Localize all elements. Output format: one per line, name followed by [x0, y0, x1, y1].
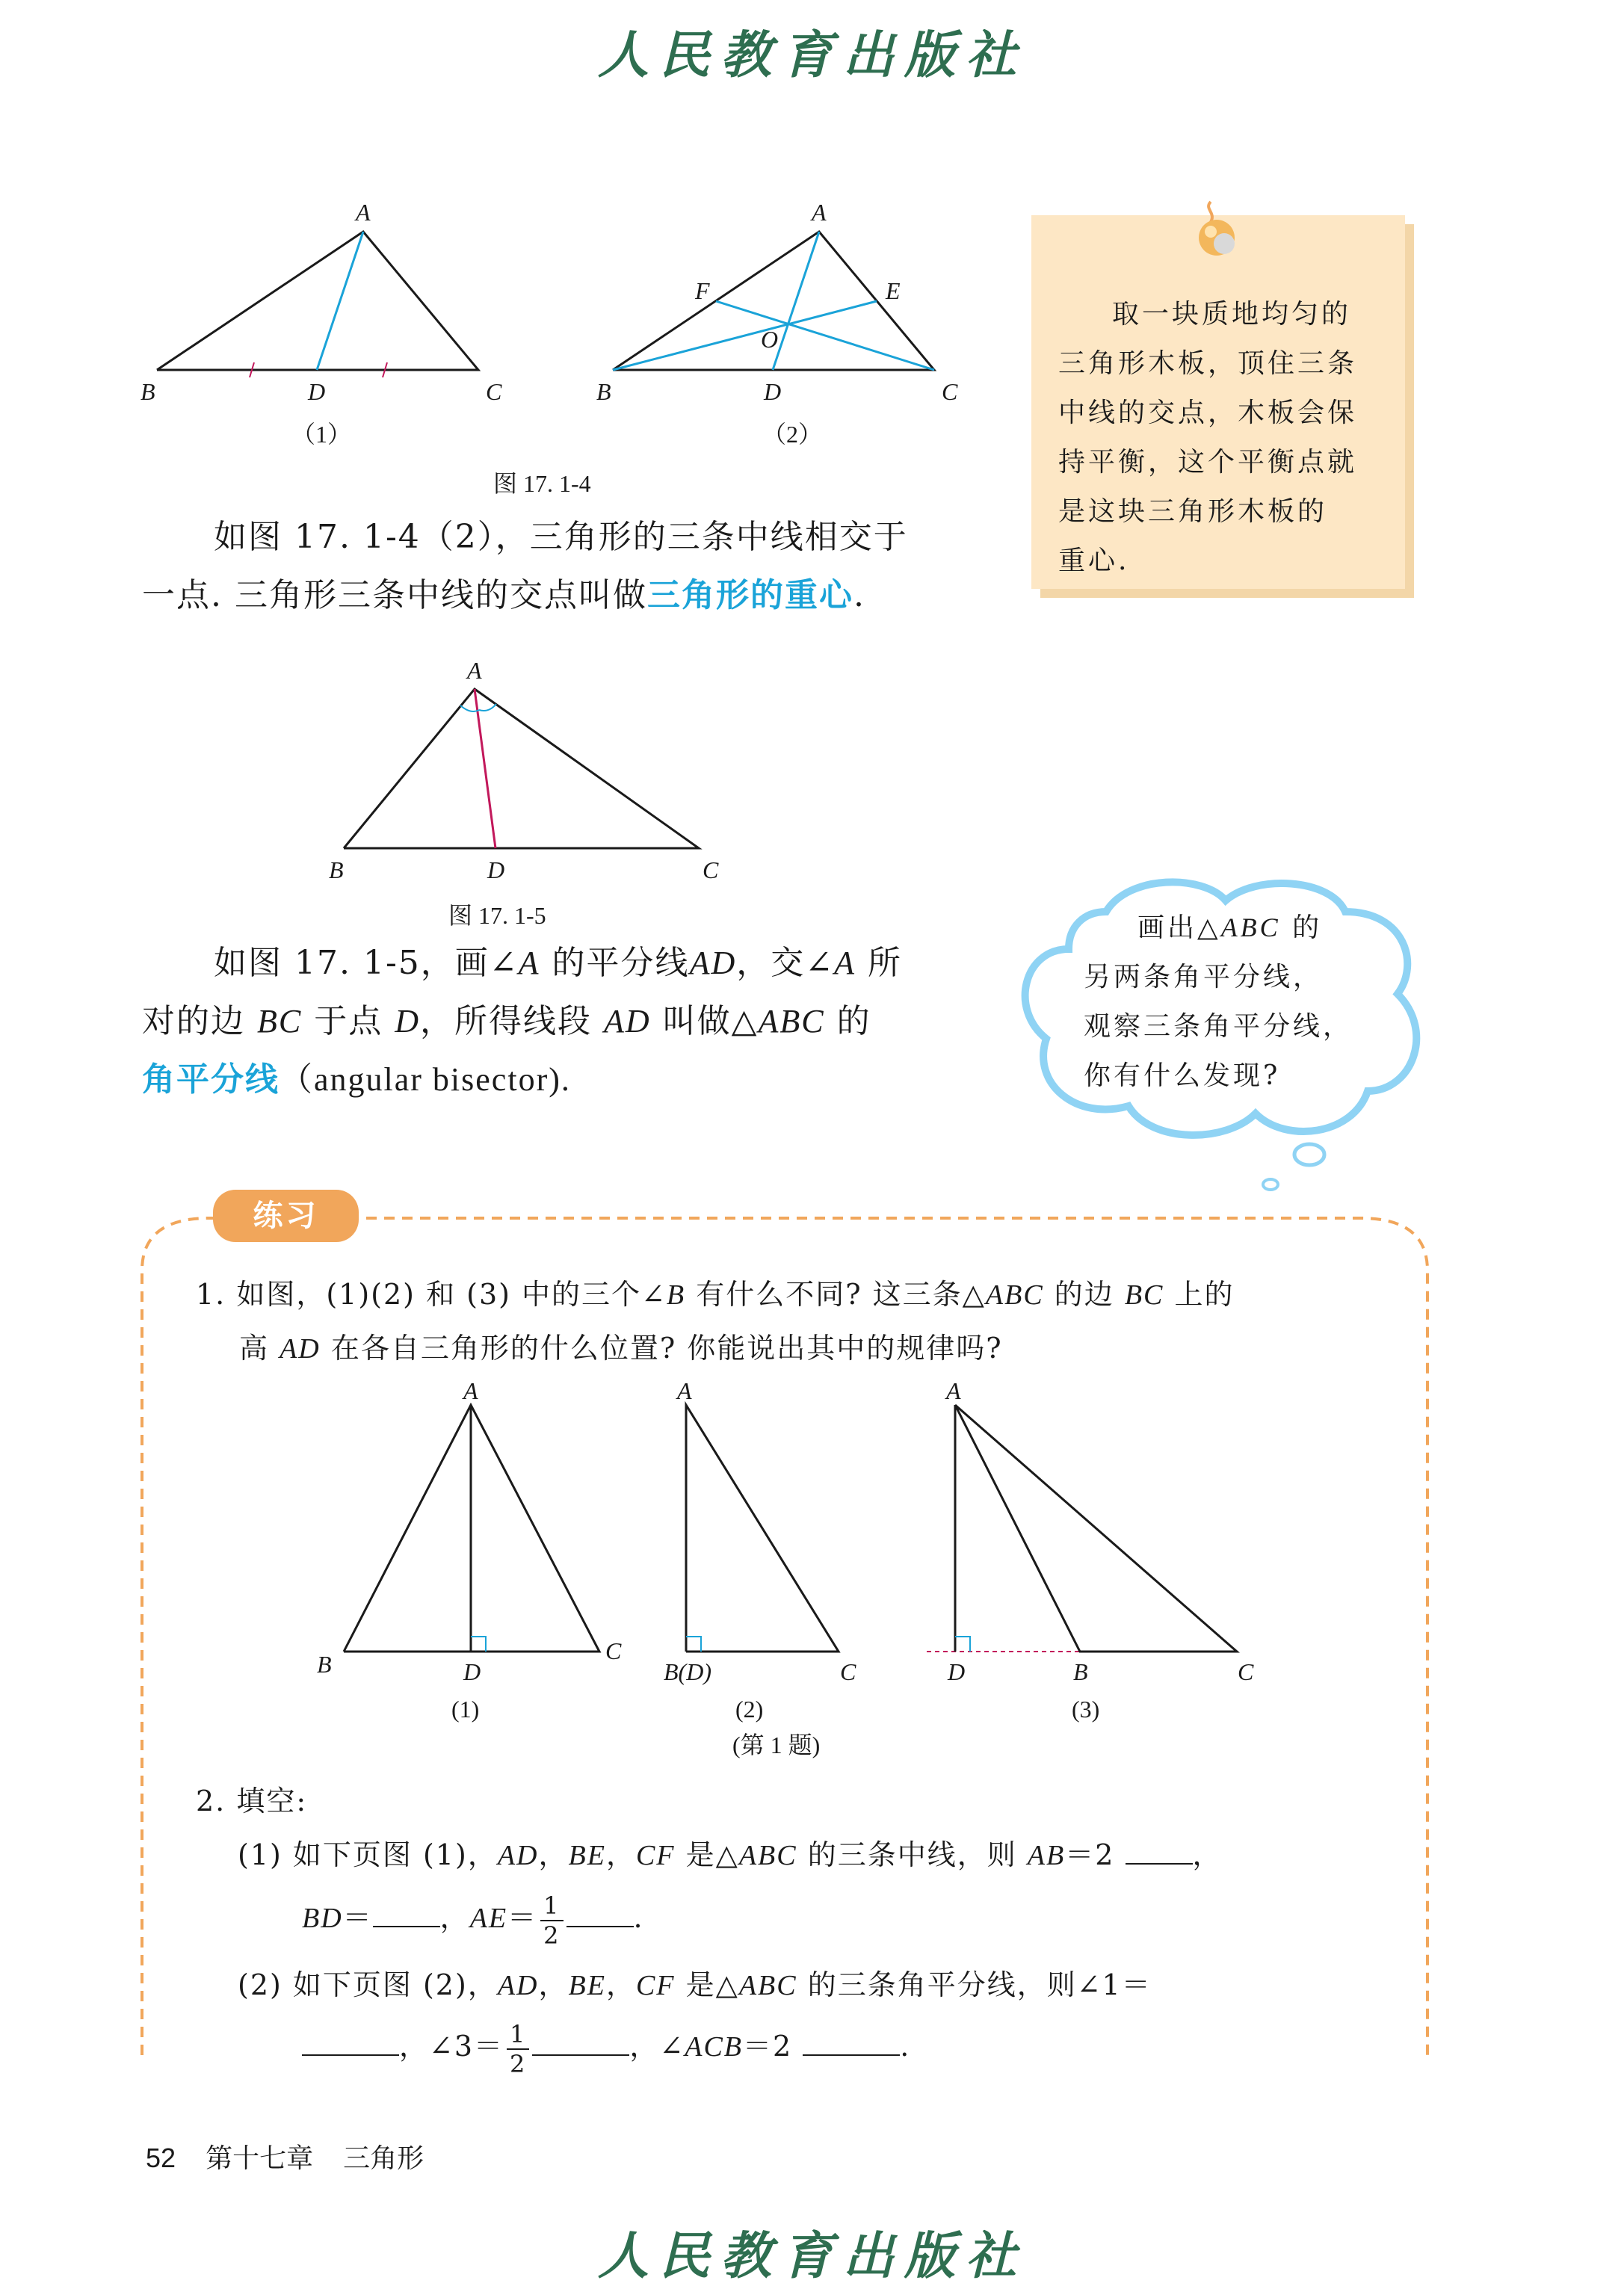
chapter-label: 第十七章	[206, 2143, 314, 2173]
question-1-figures	[306, 1375, 1293, 1723]
subfigure-label: (2)	[735, 1696, 764, 1723]
figure-17-1-4-1	[135, 194, 523, 448]
figure-17-1-5-caption: 图 17. 1-5	[448, 902, 546, 929]
subfigure-label: (1)	[451, 1696, 480, 1723]
fraction-half: $\frac{1}{2}$	[540, 1891, 563, 1950]
median-be	[613, 301, 877, 370]
point-label-c: C	[840, 1658, 856, 1685]
footer-publisher-logo: 人民教育出版社	[598, 2226, 1028, 2286]
term-centroid: 三角形的重心	[646, 576, 853, 614]
point-label-a: A	[677, 1377, 692, 1404]
subfigure-label: （1）	[291, 421, 352, 448]
right-angle-mark	[686, 1637, 701, 1652]
question-2-title: 2. 填空:	[196, 1785, 308, 1817]
question-2-part-1-line-1: (1) 如下页图 (1)，AD，BE，CF 是△ABC 的三条中线，则 AB＝2 ，	[238, 1828, 1223, 1882]
point-label-a: A	[946, 1377, 961, 1404]
point-label-a: A	[812, 199, 827, 226]
question-2-part-2-line-2: ，∠3＝ $\frac{1}{2}$ ，∠ACB＝2 .	[302, 2019, 910, 2078]
point-label-f: F	[695, 277, 710, 304]
right-angle-mark	[471, 1637, 486, 1652]
paragraph-line: 对的边 BC 于点 D，所得线段 AD 叫做△ABC 的	[142, 1002, 871, 1040]
bisector-ad	[475, 689, 495, 848]
answer-blank[interactable]	[302, 2024, 399, 2056]
point-label-b: B	[141, 378, 155, 405]
median-ad	[773, 232, 819, 370]
point-label-e: E	[886, 277, 901, 304]
point-label-a: A	[356, 199, 371, 226]
point-label-c: C	[1238, 1658, 1254, 1685]
paragraph-line: 如图 17. 1-4（2），三角形的三条中线相交于	[214, 518, 908, 556]
triangle-abc	[157, 232, 478, 370]
point-label-c: C	[486, 378, 502, 405]
page-footer	[146, 2137, 424, 2175]
answer-blank[interactable]	[532, 2024, 629, 2056]
term-angle-bisector: 角平分线	[142, 1060, 280, 1099]
point-label-a: A	[467, 657, 482, 684]
question-1-caption: (第 1 题)	[732, 1732, 821, 1758]
figure-17-1-5	[321, 650, 740, 889]
point-label-c: C	[703, 856, 719, 883]
paragraph-line: 如图 17. 1-5，画∠A 的平分线AD，交∠A 所	[214, 944, 902, 982]
triangle-abc	[344, 689, 699, 848]
point-label-b: B	[1073, 1658, 1088, 1685]
point-label-bd: B(D)	[664, 1658, 711, 1685]
answer-blank[interactable]	[803, 2024, 900, 2056]
point-label-d: D	[463, 1658, 481, 1685]
right-angle-mark	[955, 1637, 970, 1652]
paragraph-line: 角平分线（angular bisector).	[142, 1060, 571, 1099]
subfigure-label: (3)	[1072, 1696, 1100, 1723]
point-label-c: C	[605, 1637, 622, 1664]
point-label-d: D	[487, 856, 505, 883]
point-label-d: D	[308, 378, 326, 405]
paragraph-centroid	[142, 508, 979, 625]
subfigure-label: （2）	[762, 421, 823, 448]
question-1-line-1: 1. 如图，(1)(2) 和 (3) 中的三个∠B 有什么不同? 这三条△ABC 的边 BC 上的	[196, 1278, 1235, 1311]
point-label-c: C	[942, 378, 958, 405]
answer-blank[interactable]	[1126, 1833, 1193, 1865]
pin-icon	[1173, 194, 1256, 277]
question-2-part-2-line-1: (2) 如下页图 (2)，AD，BE，CF 是△ABC 的三条角平分线，则∠1＝	[238, 1968, 1152, 2001]
triangle-3	[955, 1405, 1237, 1652]
paragraph-line: 一点. 三角形三条中线的交点叫做三角形的重心.	[142, 576, 865, 614]
point-label-b: B	[329, 856, 344, 883]
figure-17-1-4-caption: 图 17. 1-4	[493, 470, 591, 497]
thought-cloud-text: 画出△ABC 的 另两条角平分线， 观察三条角平分线， 你有什么发现?	[1084, 912, 1353, 1091]
triangle-2	[686, 1405, 839, 1652]
paragraph-bisector	[142, 934, 1001, 1109]
answer-blank[interactable]	[566, 1896, 634, 1927]
exercise-badge: 练习	[213, 1190, 359, 1242]
chapter-title: 三角形	[343, 2143, 424, 2173]
answer-blank[interactable]	[373, 1896, 440, 1927]
point-label-a: A	[463, 1377, 478, 1404]
note-text: 取一块质地均匀的 三角形木板，顶住三条 中线的交点，木板会保 持平衡，这个平衡点就 是这块三角形木板的 重心.	[1058, 299, 1358, 576]
question-2-part-1-line-2: BD＝ ，AE＝ $\frac{1}{2}$ .	[302, 1891, 644, 1950]
page-number: 52	[146, 2143, 176, 2173]
point-label-d: D	[764, 378, 782, 405]
point-label-b: B	[317, 1651, 332, 1678]
figure-17-1-4-2	[590, 194, 979, 448]
point-label-o: O	[761, 326, 779, 353]
median-ad	[317, 232, 363, 370]
point-label-b: B	[596, 378, 611, 405]
point-label-d: D	[948, 1658, 966, 1685]
fraction-half: $\frac{1}{2}$	[507, 2020, 529, 2078]
angle-arc	[479, 704, 496, 711]
question-1-line-2: 高 AD 在各自三角形的什么位置? 你能说出其中的规律吗?	[239, 1332, 1003, 1365]
header-publisher-logo: 人民教育出版社	[598, 25, 1028, 85]
